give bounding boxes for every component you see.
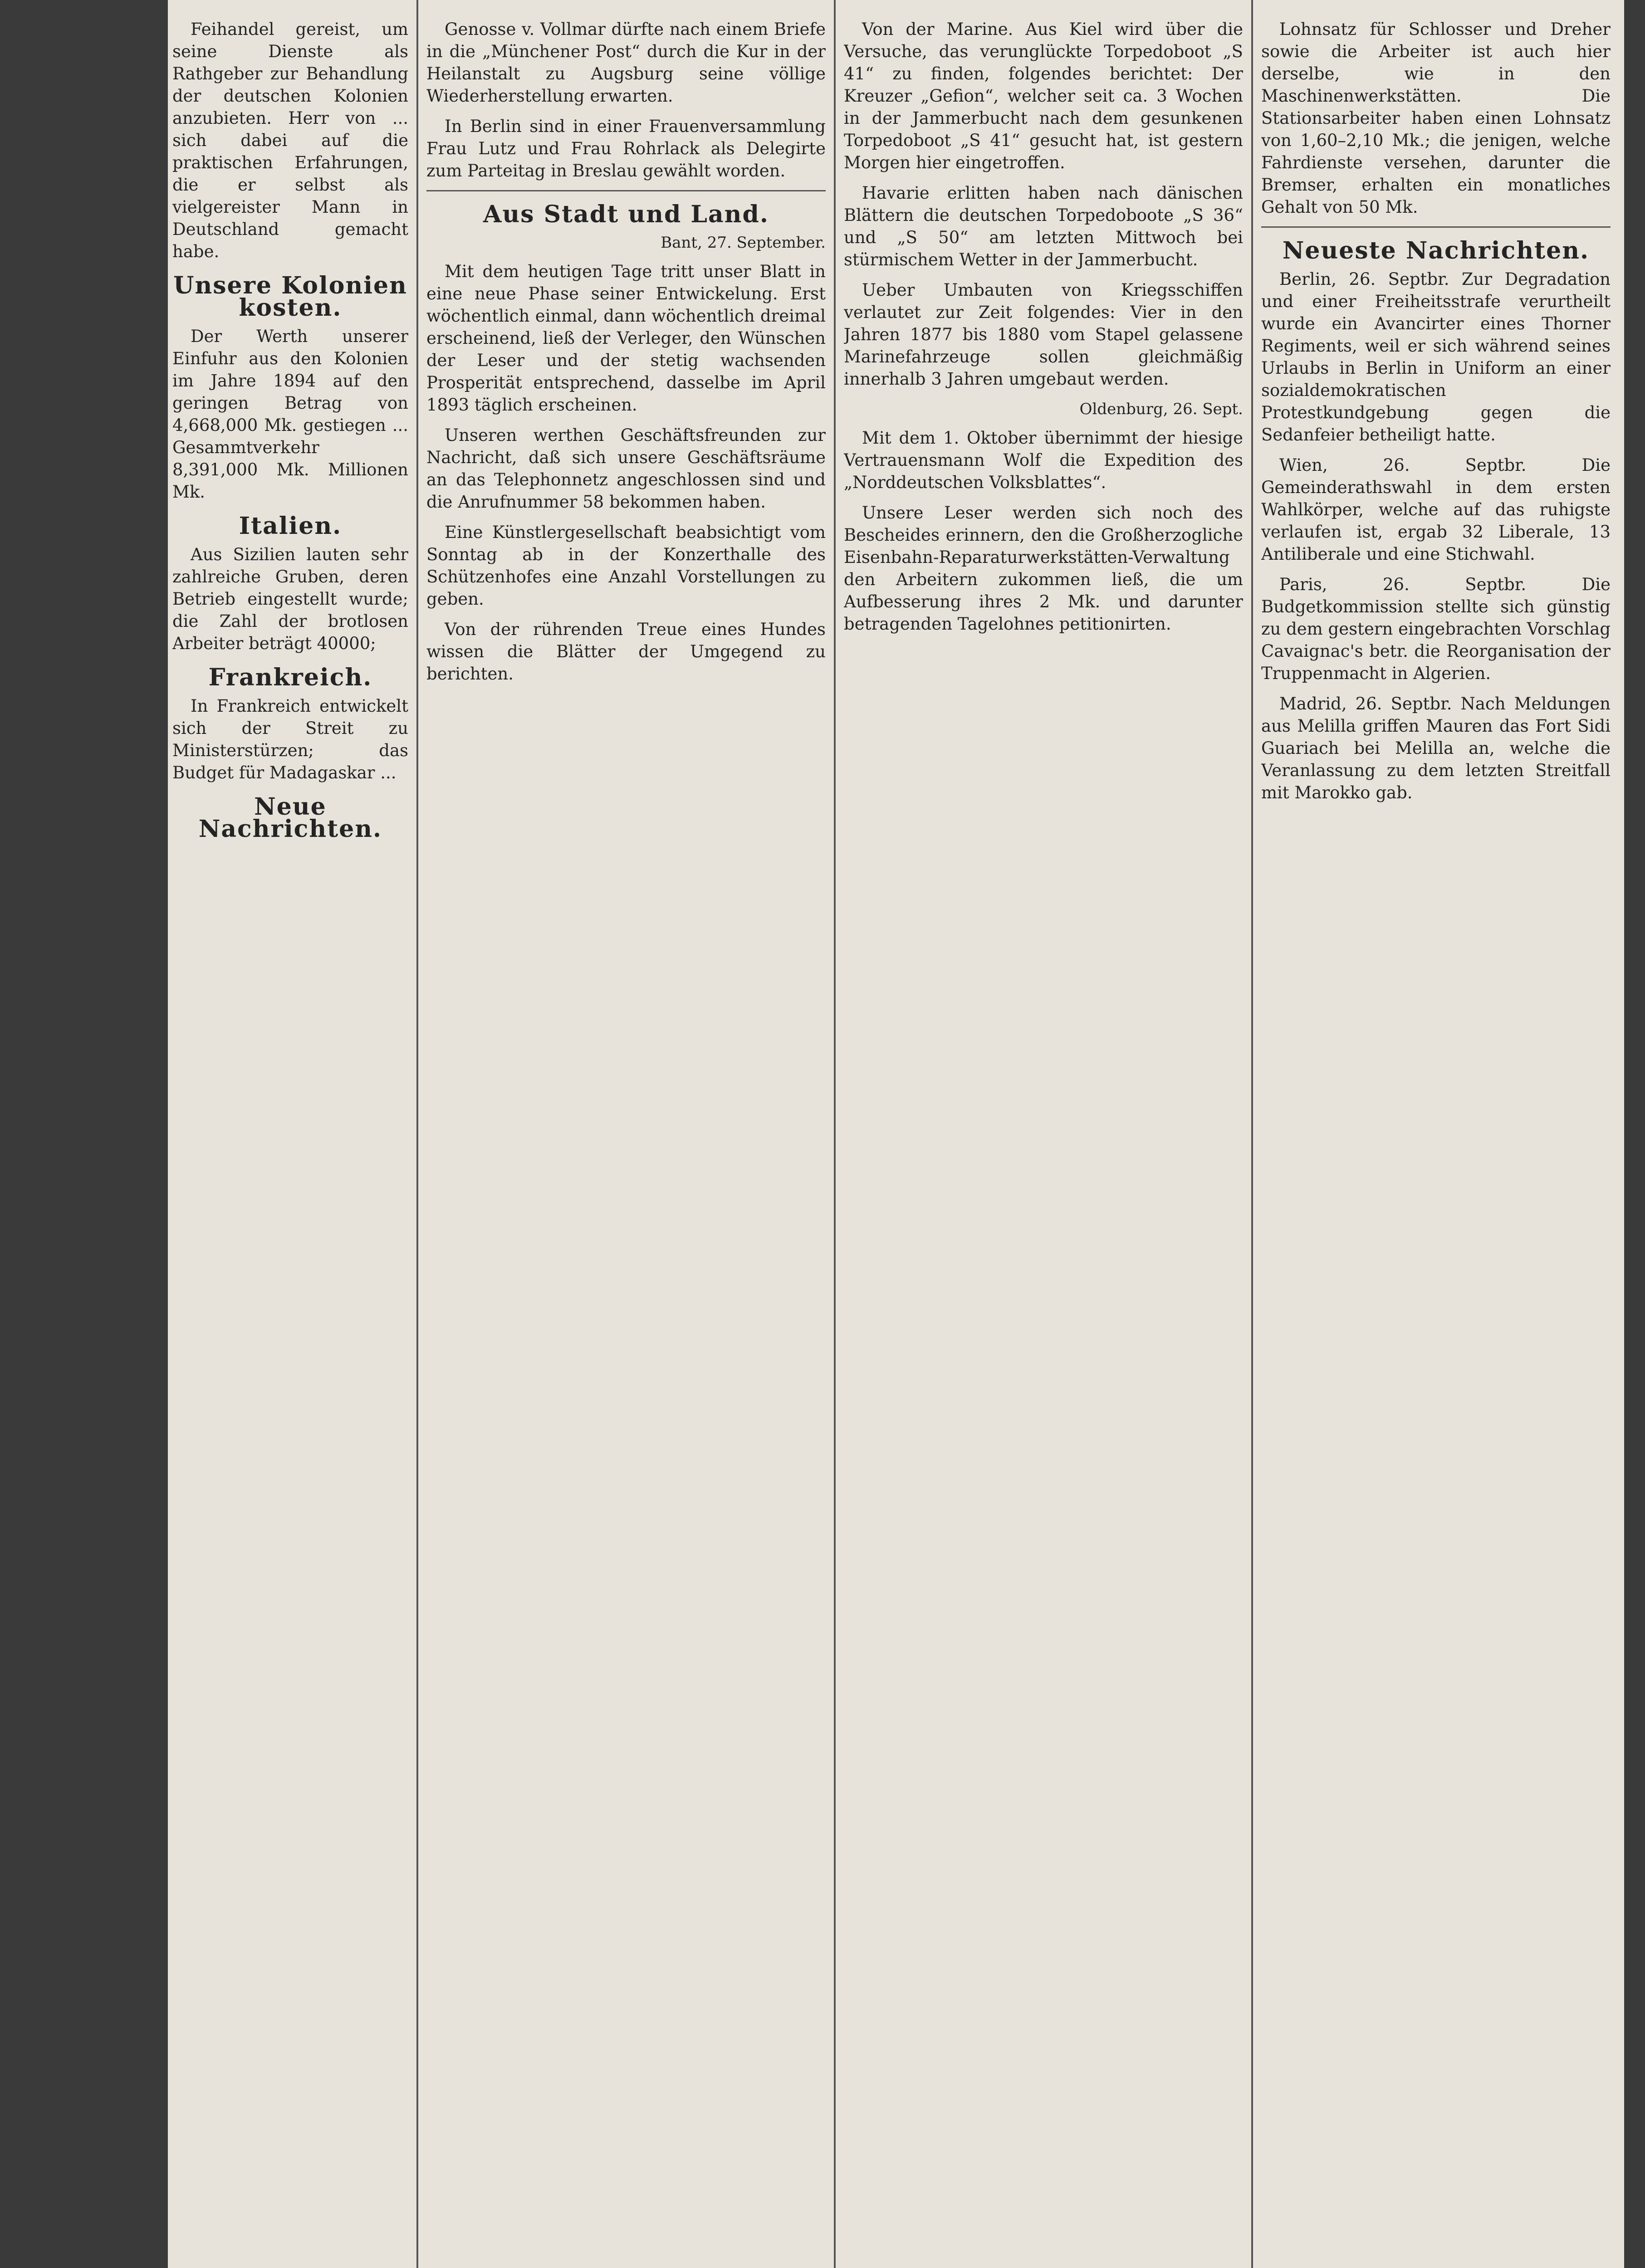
col1-para-2: Der Werth unserer Einfuhr aus den Kolonien im Jahre 1894 auf den geringen Betrag von 4,668,000 Mk. gestiegen ... Gesammtverkehr 8,391,000 Mk. Millionen Mk. <box>172 327 408 502</box>
col4-divider <box>1261 226 1611 228</box>
col4-para-4: Paris, 26. Septbr. Die Budgetkommission stellte sich günstig zu dem gestern eingebrachten Vorschlag Cavaignac's betr. die Reorganisation der Truppenmacht in Algerien. <box>1261 575 1611 683</box>
column-2 <box>426 18 826 2268</box>
col4-para-3: Wien, 26. Septbr. Die Gemeinderathswahl in dem ersten Wahlkörper, welche auf das ruhigste verlaufen ist, ergab 32 Liberale, 13 Antiliberale und eine Stichwahl. <box>1261 455 1611 564</box>
col2-para-2: In Berlin sind in einer Frauenversammlung Frau Lutz und Frau Rohrlack als Delegirte zum Parteitag in Breslau gewählt worden. <box>426 117 826 181</box>
col3-dateline: Oldenburg, 26. Sept. <box>1079 400 1243 418</box>
col4-para-5: Madrid, 26. Septbr. Nach Meldungen aus Melilla griffen Mauren das Fort Sidi Guariach bei Melilla an, welche die Veranlassung zu dem letzten Streitfall mit Marokko gab. <box>1261 694 1611 802</box>
column-4 <box>1261 18 1611 2268</box>
col3-para-1: Von der Marine. Aus Kiel wird über die Versuche, das verunglückte Torpedoboot „S 41“ zu finden, folgendes berichtet: Der Kreuzer „Gefion“, welcher seit ca. 3 Wochen in der Jammerbucht nach dem gesunkenen Torpedoboot „S 41“ gesucht hat, ist gestern Morgen hier eingetroffen. <box>844 20 1243 172</box>
col2-heading: Aus Stadt und Land. <box>483 200 769 228</box>
col3-para-5: Unsere Leser werden sich noch des Bescheides erinnern, den die Großherzogliche Eisenbahn-Reparaturwerkstätten-Verwaltung den Arbeitern zukommen ließ, die um Aufbesserung ihres 2 Mk. und darunter betragenden Tagelohnes petitionirten. <box>844 503 1243 634</box>
col4-heading: Neueste Nachrichten. <box>1282 237 1590 264</box>
newspaper-page <box>18 0 1624 2268</box>
column-3 <box>844 18 1243 2268</box>
col1-para-3: Aus Sizilien lauten sehr zahlreiche Gruben, deren Betrieb eingestellt wurde; die Zahl der brotlosen Arbeiter beträgt 40000; <box>172 545 408 653</box>
column-rule-2 <box>834 0 836 2268</box>
column-rule-1 <box>416 0 418 2268</box>
col1-para-1: Feihandel gereist, um seine Dienste als Rathgeber zur Behandlung der deutschen Kolonien anzubieten. Herr von ... sich dabei auf die praktischen Erfahrungen, die er selbst als vielgereister Mann in Deutschland gemacht habe. <box>172 20 408 261</box>
col4-para-1: Lohnsatz für Schlosser und Dreher sowie die Arbeiter ist auch hier derselbe, wie in den Maschinenwerkstätten. Die Stationsarbeiter haben einen Lohnsatz von 1,60–2,10 Mk.; die jenigen, welche Fahrdienste versehen, darunter die Bremser, erhalten ein monatliches Gehalt von 50 Mk. <box>1261 20 1611 217</box>
col3-para-2: Havarie erlitten haben nach dänischen Blättern die deutschen Torpedoboote „S 36“ und „S 50“ am letzten Mittwoch bei stürmischem Wetter in der Jammerbucht. <box>844 183 1243 269</box>
col1-heading-2: Italien. <box>239 512 342 540</box>
col2-dateline: Bant, 27. September. <box>661 234 826 252</box>
col1-heading-1: Unsere Kolonien kosten. <box>173 272 407 322</box>
col4-para-2: Berlin, 26. Septbr. Zur Degradation und einer Freiheitsstrafe verurtheilt wurde ein Avancirter eines Thorner Regiments, weil er sich während seines Urlaubs in Berlin in Uniform an einer sozialdemokratischen Protestkundgebung gegen die Sedanfeier betheiligt hatte. <box>1261 269 1611 445</box>
col2-para-6: Von der rührenden Treue eines Hundes wissen die Blätter der Umgegend zu berichten. <box>426 620 826 684</box>
col2-para-3: Mit dem heutigen Tage tritt unser Blatt in eine neue Phase seiner Entwickelung. Erst wöchentlich einmal, dann wöchentlich dreimal erscheinend, ließ der Verleger, den Wünschen der Leser und der stetig wachsenden Prosperität entsprechend, dasselbe im April 1893 täglich erscheinen. <box>426 262 826 415</box>
col2-para-1: Genosse v. Vollmar dürfte nach einem Briefe in die „Münchener Post“ durch die Kur in der Heilanstalt zu Augsburg seine völlige Wiederherstellung erwarten. <box>426 20 826 106</box>
col2-para-4: Unseren werthen Geschäftsfreunden zur Nachricht, daß sich unsere Geschäftsräume an das Telephonnetz angeschlossen sind und die Anrufnummer 58 bekommen haben. <box>426 425 826 512</box>
col1-para-4: In Frankreich entwickelt sich der Streit zu Ministerstürzen; das Budget für Madagaskar ... <box>172 696 408 782</box>
col1-heading-3: Frankreich. <box>208 664 372 691</box>
col1-heading-4: Neue Nachrichten. <box>198 793 382 843</box>
torn-edge <box>18 0 168 2268</box>
col3-para-4: Mit dem 1. Oktober übernimmt der hiesige Vertrauensmann Wolf die Expedition des „Norddeutschen Volksblattes“. <box>844 428 1243 492</box>
col2-para-5: Eine Künstlergesellschaft beabsichtigt vom Sonntag ab in der Konzerthalle des Schützenhofes eine Anzahl Vorstellungen zu geben. <box>426 523 826 609</box>
col2-divider <box>426 190 826 191</box>
column-rule-3 <box>1251 0 1253 2268</box>
column-1 <box>172 18 408 2268</box>
col3-para-3: Ueber Umbauten von Kriegsschiffen verlautet zur Zeit folgendes: Vier in den Jahren 1877 bis 1880 vom Stapel gelassene Marinefahrzeuge sollen gleichmäßig innerhalb 3 Jahren umgebaut werden. <box>844 280 1243 389</box>
